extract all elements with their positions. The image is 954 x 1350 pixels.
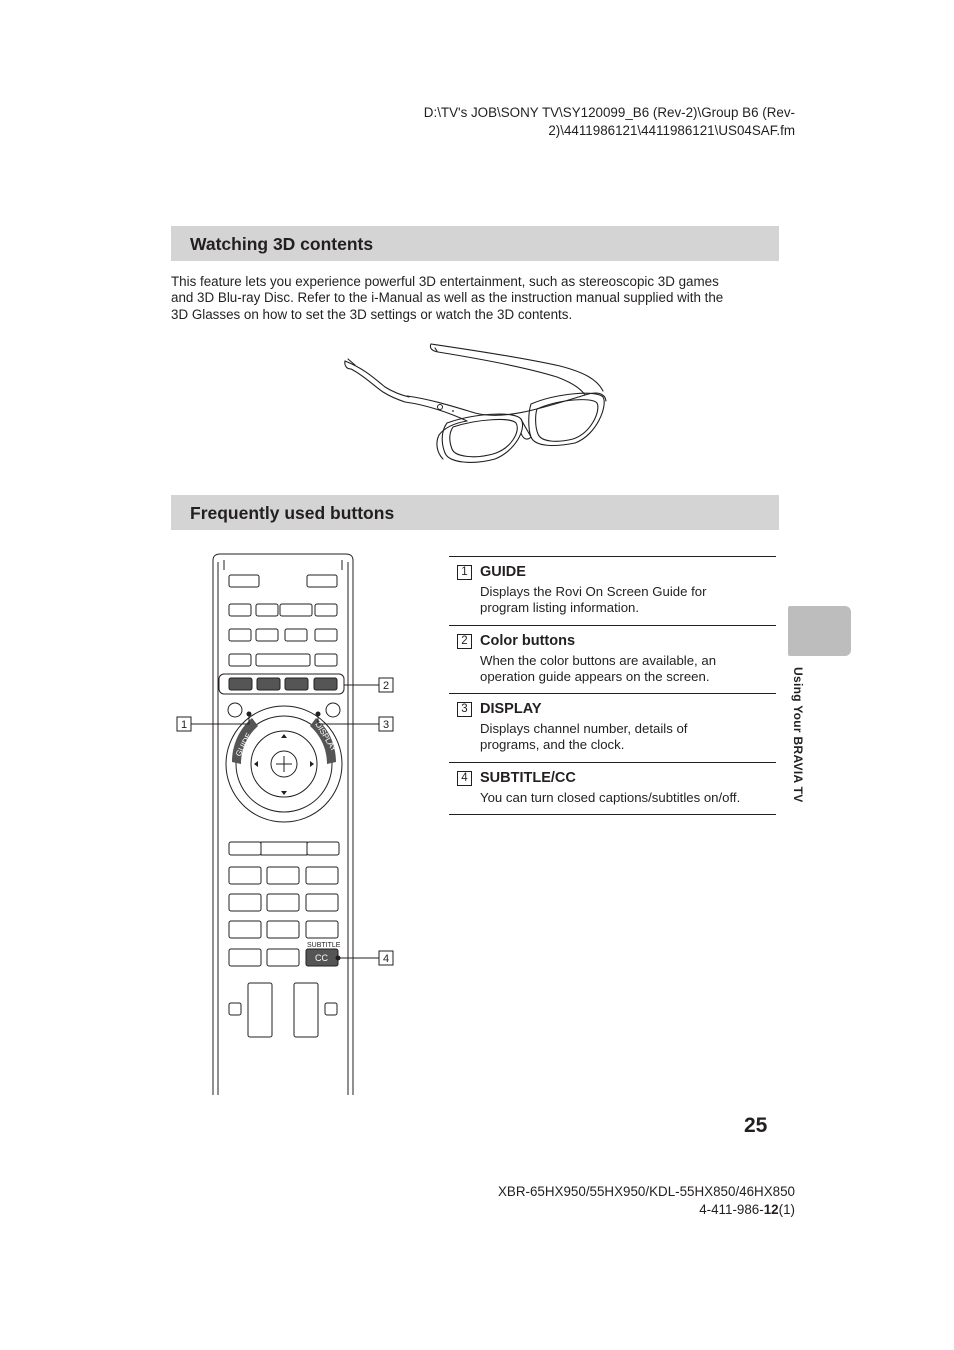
code-prefix: 4-411-986-: [699, 1202, 764, 1217]
desc-line: You can turn closed captions/subtitles on/off.: [480, 789, 741, 805]
item-number: 2: [457, 634, 472, 649]
code-bold: 12: [763, 1202, 779, 1217]
file-path-line: 2)\4411986121\4411986121\US04SAF.fm: [548, 123, 795, 138]
desc-line: Displays the Rovi On Screen Guide for: [480, 584, 707, 599]
callout-3: 3: [383, 719, 390, 731]
intro-paragraph: [171, 274, 779, 323]
item-number: 3: [457, 702, 472, 717]
intro-line: 3D Glasses on how to set the 3D settings or watch the 3D contents.: [171, 306, 573, 322]
list-item: [449, 556, 776, 625]
intro-line: This feature lets you experience powerful 3D entertainment, such as stereoscopic 3D games: [171, 274, 719, 289]
file-path-line: D:\TV's JOB\SONY TV\SY120099_B6 (Rev-2)\Group B6 (Rev-: [423, 105, 795, 120]
item-title: GUIDE: [480, 564, 526, 580]
callout-1: 1: [181, 719, 188, 731]
item-number: 1: [457, 565, 472, 580]
desc-line: operation guide appears on the screen.: [480, 668, 710, 684]
code-suffix: (1): [778, 1202, 795, 1217]
cc-label: CC: [315, 953, 328, 963]
desc-line: Displays channel number, details of: [480, 721, 688, 737]
3d-glasses-illustration: [335, 335, 615, 470]
model-numbers: XBR-65HX950/55HX950/KDL-55HX850/46HX850: [497, 1184, 795, 1199]
remote-control-illustration: [168, 552, 408, 1097]
section-title: Watching 3D contents: [190, 234, 374, 254]
section-header-3d: [171, 226, 779, 261]
item-number: 4: [457, 771, 472, 786]
guide-label: GUIDE: [233, 731, 254, 758]
subtitle-label: SUBTITLE: [307, 942, 341, 949]
desc-line: programs, and the clock.: [480, 737, 625, 753]
document-code: [375, 1201, 795, 1219]
list-item: [449, 693, 776, 762]
callout-4: 4: [383, 953, 390, 965]
intro-line: and 3D Blu-ray Disc. Refer to the i-Manual as well as the instruction manual supplied with the: [171, 290, 724, 306]
item-title: DISPLAY: [480, 701, 542, 718]
desc-line: program listing information.: [480, 600, 640, 616]
item-title: Color buttons: [480, 632, 576, 649]
footer-model-info: [375, 1183, 795, 1219]
page-number: 25: [744, 1114, 768, 1137]
desc-line: When the color buttons are available, an: [480, 652, 717, 668]
chapter-label: Using Your BRAVIA TV: [791, 667, 805, 803]
button-description-list: [449, 556, 776, 815]
display-label: DISPLAY: [313, 720, 339, 754]
list-item: [449, 625, 776, 694]
chapter-tab: [788, 606, 851, 656]
item-description: [480, 653, 776, 686]
list-item: [449, 762, 776, 815]
chapter-tab-label: [788, 667, 812, 827]
item-title: SUBTITLE/CC: [480, 769, 576, 786]
callout-2: 2: [383, 680, 390, 692]
item-description: [480, 584, 776, 617]
section-title: Frequently used buttons: [190, 503, 395, 523]
section-header-buttons: [171, 495, 779, 530]
item-description: [480, 790, 776, 806]
item-description: [480, 721, 776, 754]
file-path-header: [315, 104, 795, 140]
